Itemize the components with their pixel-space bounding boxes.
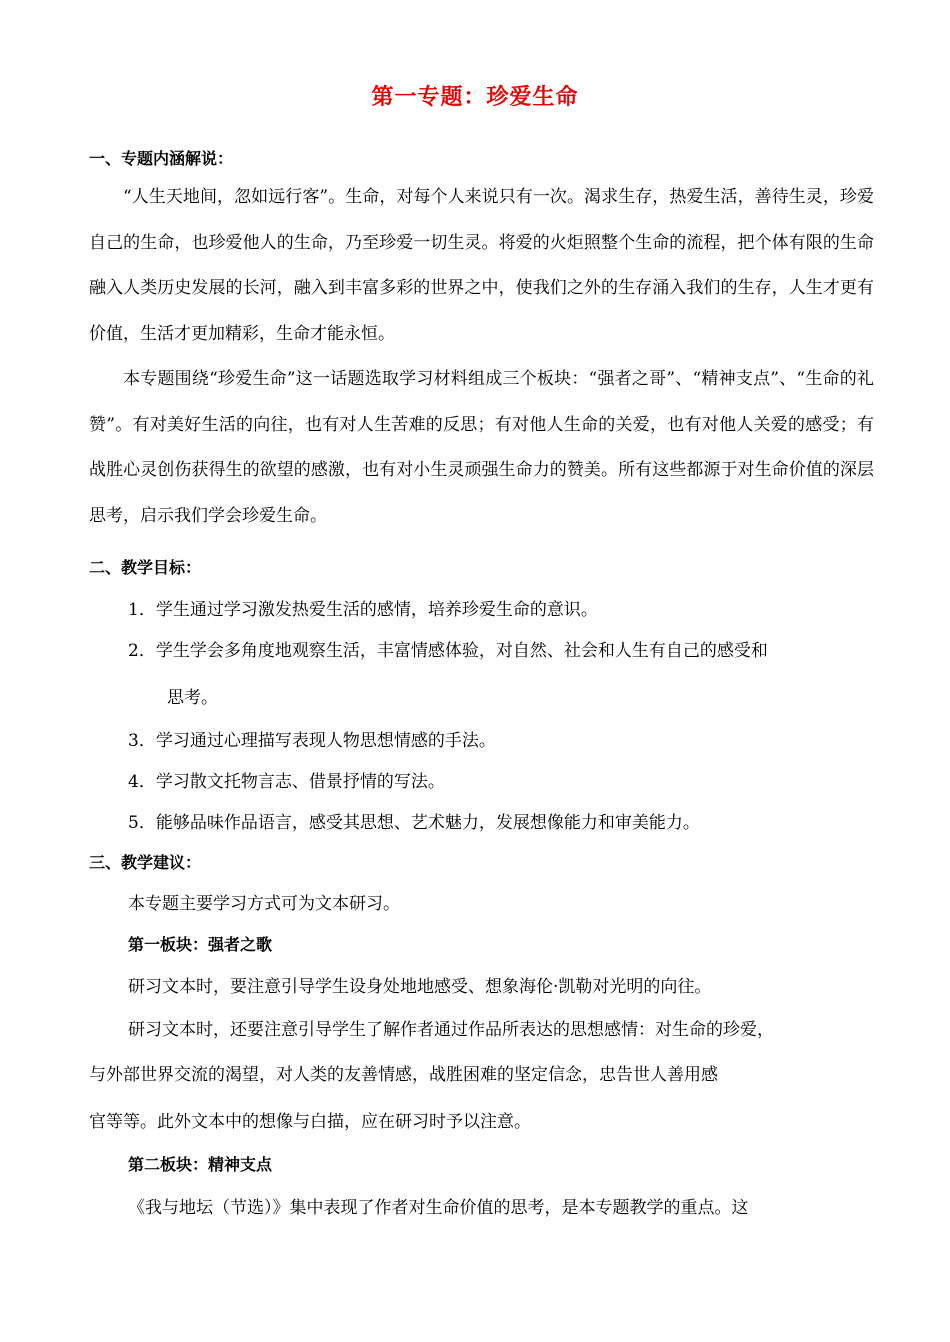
goal-item-2: 2．学生学会多角度地观察生活，丰富情感体验，对自然、社会和人生有自己的感受和 [128, 641, 768, 661]
block1-line-1: 研习文本时，要注意引导学生设身处地地感受、想象海伦·凯勒对光明的向往。 [128, 977, 712, 997]
suggestions-intro: 本专题主要学习方式可为文本研习。 [128, 894, 400, 914]
section-heading-goals: 二、教学目标： [89, 558, 202, 577]
goal-item-1: 1．学生通过学习激发热爱生活的感情，培养珍爱生命的意识。 [128, 600, 598, 620]
block1-heading: 第一板块：强者之歌 [128, 935, 273, 954]
block1-line-2: 研习文本时，还要注意引导学生了解作者通过作品所表达的思想感情：对生命的珍爱， [128, 1020, 774, 1040]
goal-item-2-continued: 思考。 [167, 688, 218, 708]
goal-item-5: 5．能够品味作品语言，感受其思想、艺术魅力，发展想像能力和审美能力。 [128, 813, 700, 833]
document-title: 第一专题：珍爱生命 [371, 85, 579, 110]
block2-heading: 第二板块：精神支点 [128, 1155, 273, 1174]
goal-item-3: 3．学习通过心理描写表现人物思想情感的手法。 [128, 731, 496, 751]
intro-paragraph-2: 本专题围绕“珍爱生命”这一话题选取学习材料组成三个板块：“强者之哥”、“精神支点”、“生命的礼赞”。有对美好生活的向往，也有对人生苦难的反思；有对他人生命的关爱，也有对他人关爱的感受；有战胜心灵创伤获得生的欲望的感激，也有对小生灵顽强生命力的赞美。所有这些都源于对生命价值的深层思考，启示我们学会珍爱生命。 [89, 369, 874, 527]
block1-line-3: 与外部世界交流的渴望，对人类的友善情感，战胜困难的坚定信念，忠告世人善用感 [89, 1065, 718, 1085]
intro-paragraph-1: “人生天地间，忽如远行客”。生命，对每个人来说只有一次。渴求生存，热爱生活，善待生灵，珍爱自己的生命，也珍爱他人的生命，乃至珍爱一切生灵。将爱的火炬照整个生命的流程，把个体有限的生命融入人类历史发展的长河，融入到丰富多彩的世界之中，使我们之外的生存涌入我们的生存，人生才更有价值，生活才更加精彩，生命才能永恒。 [89, 187, 874, 345]
goal-item-4: 4．学习散文托物言志、借景抒情的写法。 [128, 772, 445, 792]
section-heading-intro: 一、专题内涵解说： [89, 149, 234, 168]
section-heading-suggestions: 三、教学建议： [89, 853, 202, 872]
block1-line-4: 官等等。此外文本中的想像与白描，应在研习时予以注意。 [89, 1112, 531, 1132]
block2-line-1: 《我与地坛（节选）》集中表现了作者对生命价值的思考，是本专题教学的重点。这 [128, 1198, 749, 1218]
